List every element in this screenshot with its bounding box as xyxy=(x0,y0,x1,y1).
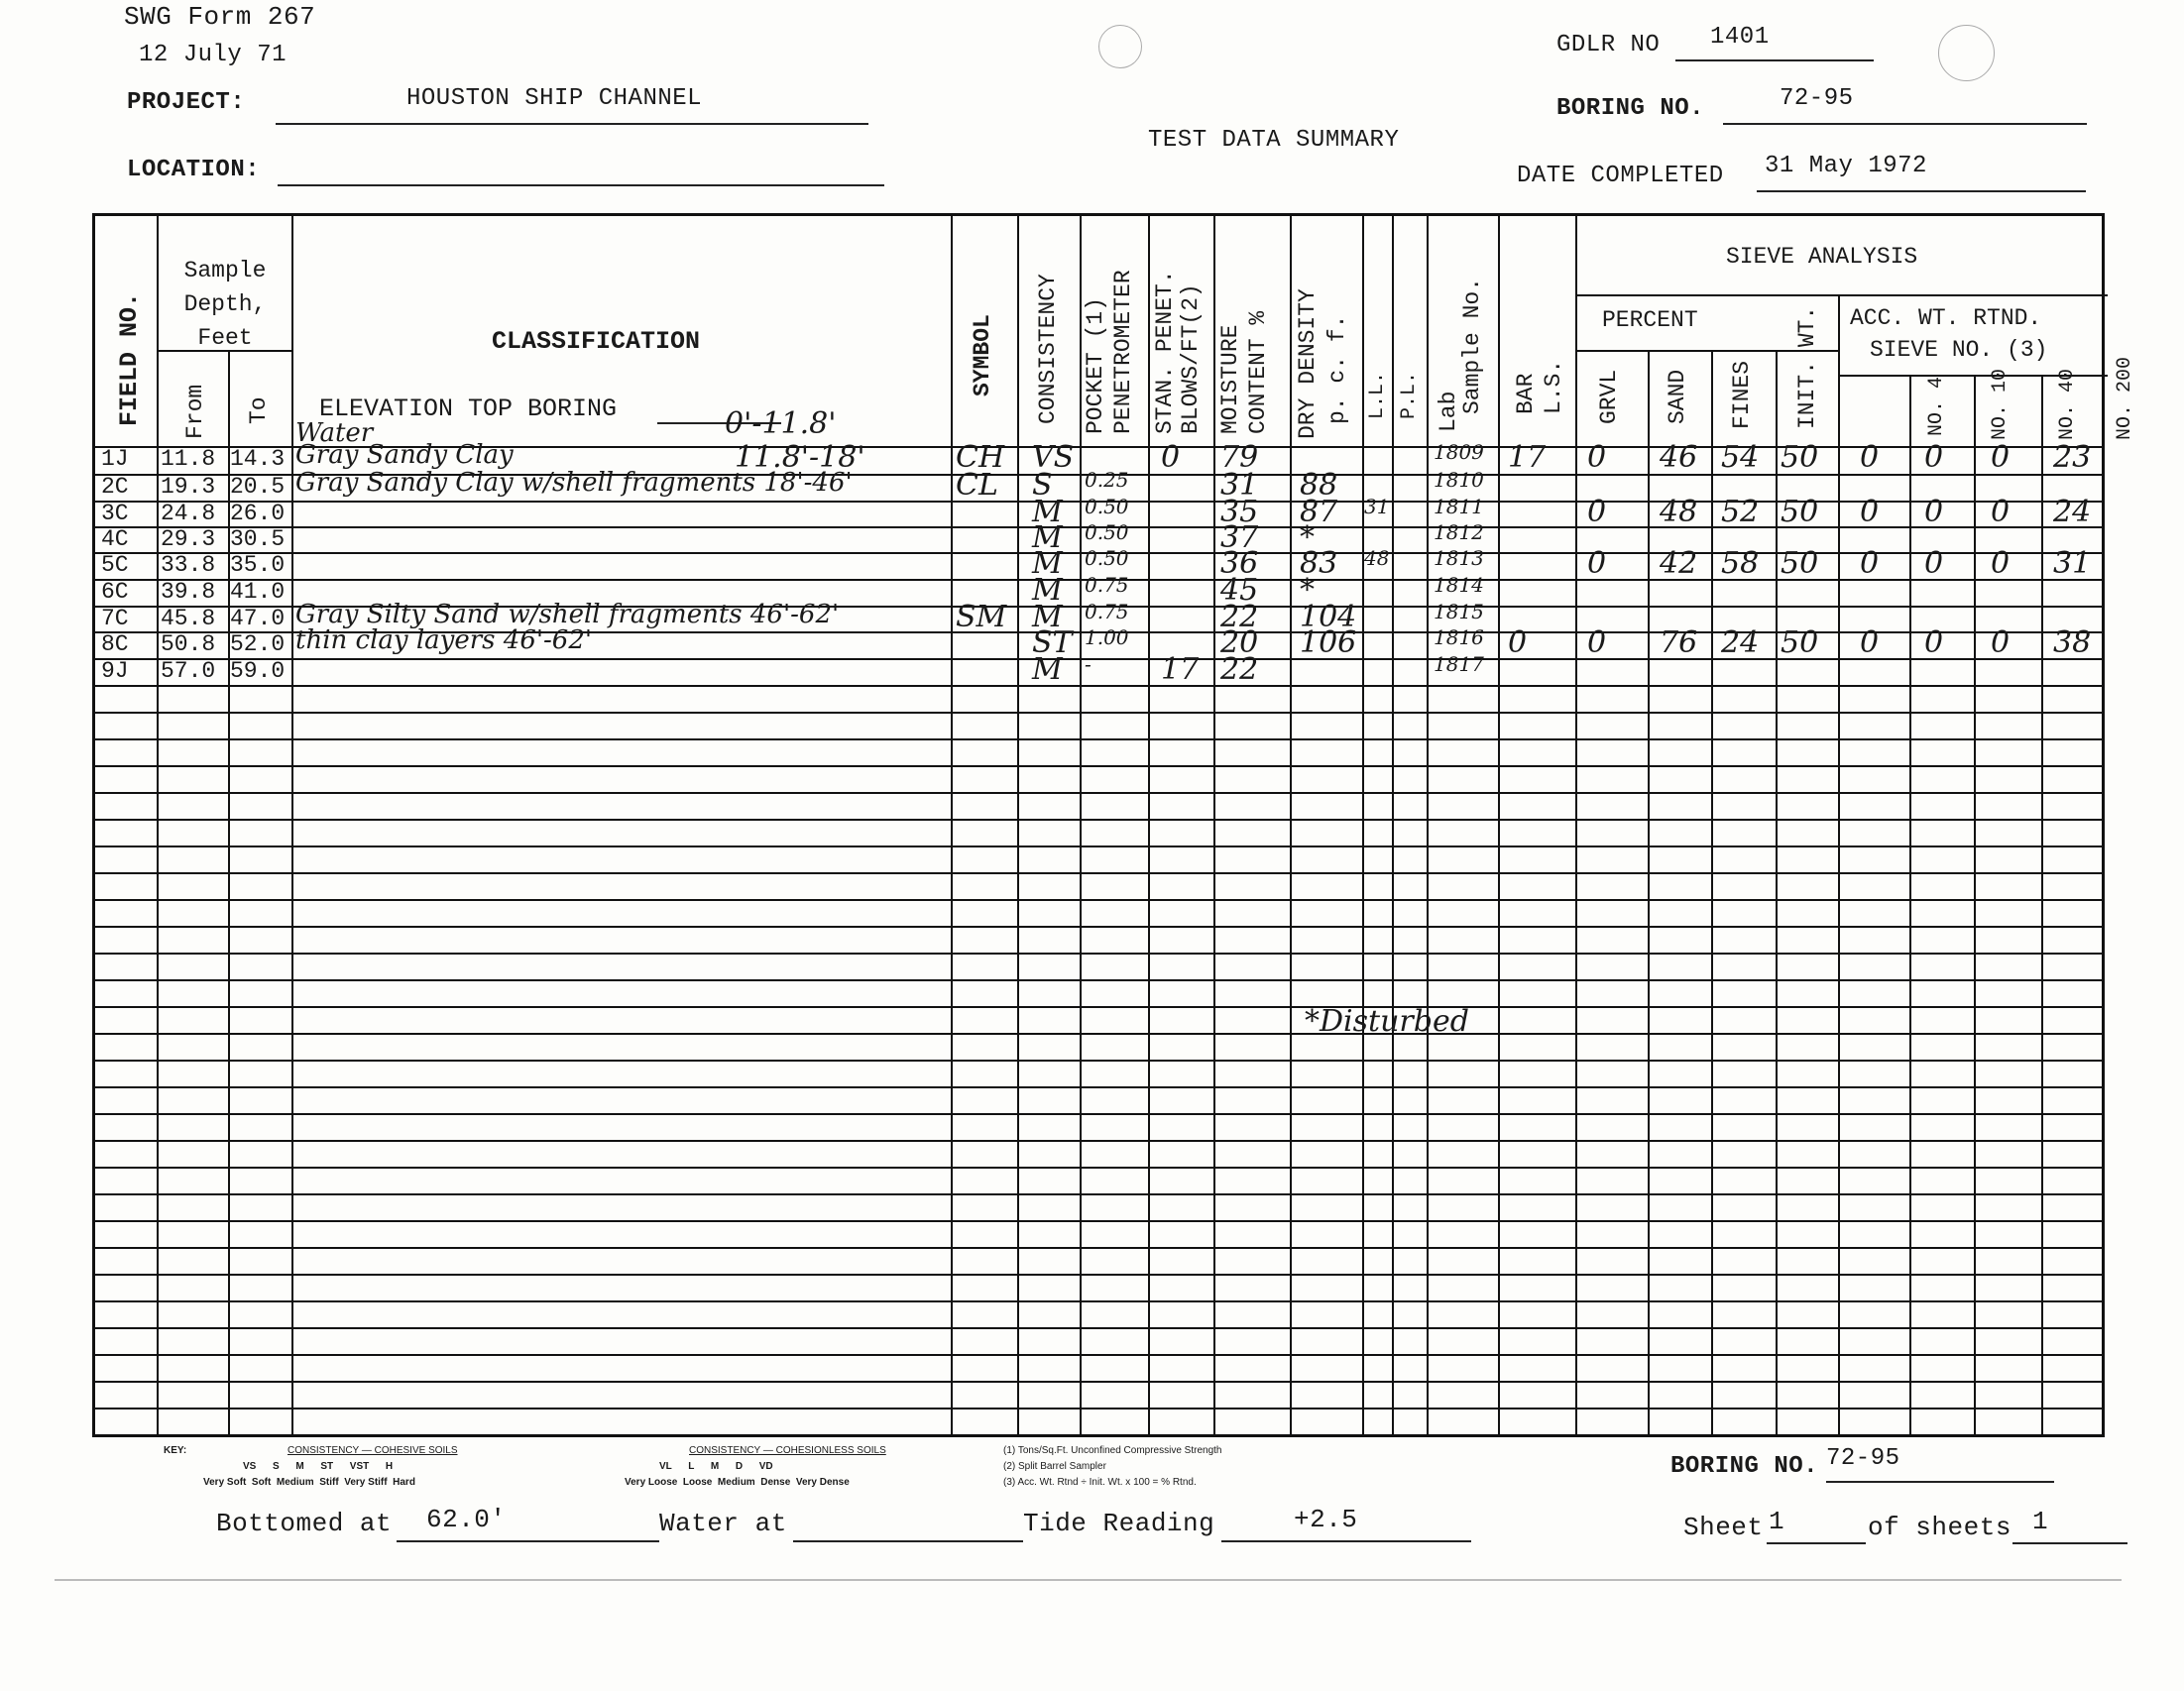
cell-field-no: 9J xyxy=(101,658,129,684)
cell-moisture: 35 xyxy=(1220,495,1259,529)
cell-no40: 0 xyxy=(1991,625,2011,660)
cell-from: 45.8 xyxy=(161,606,216,631)
cell-sand: 76 xyxy=(1660,625,1698,660)
cell-classification: thin clay layers 46'-62' xyxy=(295,625,593,655)
col-stan-2: BLOWS/FT(2) xyxy=(1178,283,1204,434)
date-value: 31 May 1972 xyxy=(1765,153,1927,179)
col-lab-2: Sample No. xyxy=(1459,277,1485,414)
cell-moisture: 31 xyxy=(1220,468,1259,503)
cell-moisture: 22 xyxy=(1220,600,1259,634)
cell-stan: 0 xyxy=(1161,440,1181,475)
cell-to: 26.0 xyxy=(230,501,286,526)
cell-pocket: 1.00 xyxy=(1085,625,1129,649)
cell-no40: 0 xyxy=(1991,546,2011,581)
cell-consistency: M xyxy=(1032,652,1063,687)
cell-fines: 52 xyxy=(1721,495,1760,529)
col-pocket: POCKET (1) xyxy=(1083,296,1108,434)
cell-pocket: 0.50 xyxy=(1085,495,1129,518)
col-bar-2: L.S. xyxy=(1541,359,1566,414)
cell-no4: 0 xyxy=(1860,495,1880,529)
cell-consistency: M xyxy=(1032,520,1063,555)
cell-classification: Gray Sandy Clay xyxy=(295,440,514,470)
cell-no200: 23 xyxy=(2053,440,2092,475)
cell-ll: 48 xyxy=(1364,546,1390,570)
col-acc-wt: ACC. WT. RTND. xyxy=(1850,305,2042,331)
key-cohesive-title: CONSISTENCY — COHESIVE SOILS xyxy=(287,1445,458,1456)
col-lab: Lab xyxy=(1436,391,1461,432)
col-no10: NO. 10 xyxy=(1989,368,2012,440)
cell-sand: 42 xyxy=(1660,546,1698,581)
sheet-label: Sheet xyxy=(1683,1513,1764,1542)
col-classification: CLASSIFICATION xyxy=(492,327,701,356)
cell-to: 35.0 xyxy=(230,552,286,578)
cell-pocket: - xyxy=(1085,652,1092,676)
cell-pocket: 0.75 xyxy=(1085,573,1129,597)
cell-consistency: M xyxy=(1032,546,1063,581)
cell-field-no: 5C xyxy=(101,552,129,578)
page-title: TEST DATA SUMMARY xyxy=(1148,127,1400,154)
cell-sand: 48 xyxy=(1660,495,1698,529)
cell-dry-density: * xyxy=(1300,573,1315,608)
cell-range: 11.8'-18' xyxy=(735,440,865,475)
cell-symbol: CH xyxy=(956,440,1005,475)
cell-pocket: 0.50 xyxy=(1085,546,1129,570)
cell-field-no: 1J xyxy=(101,446,129,472)
cell-field-no: 6C xyxy=(101,579,129,605)
cell-no4: 0 xyxy=(1860,625,1880,660)
boring-label: BORING NO. xyxy=(1556,95,1705,122)
cell-lab-no: 1817 xyxy=(1434,652,1484,676)
form-number: SWG Form 267 xyxy=(124,2,316,32)
cell-no200: 31 xyxy=(2053,546,2092,581)
cell-from: 19.3 xyxy=(161,474,216,500)
location-label: LOCATION: xyxy=(127,157,261,183)
cell-dry-density: * xyxy=(1300,520,1315,555)
cell-no200: 24 xyxy=(2053,495,2092,529)
cell-to: 52.0 xyxy=(230,631,286,657)
cell-dry-density: 106 xyxy=(1300,625,1357,660)
cell-sand: 46 xyxy=(1660,440,1698,475)
col-fines: FINES xyxy=(1729,360,1755,429)
key-cohesive-words: Very Soft Soft Medium Stiff Very Stiff Hard xyxy=(203,1477,415,1488)
col-sieve-analysis: SIEVE ANALYSIS xyxy=(1726,244,1918,270)
cell-consistency: M xyxy=(1032,600,1063,634)
cell-lab-no: 1814 xyxy=(1434,573,1484,597)
col-moisture-2: CONTENT % xyxy=(1245,310,1271,434)
col-no40: NO. 40 xyxy=(2056,368,2079,440)
cell-to: 14.3 xyxy=(230,446,286,472)
cell-consistency: VS xyxy=(1032,440,1075,475)
cell-init-wt: 50 xyxy=(1781,495,1819,529)
cell-from: 24.8 xyxy=(161,501,216,526)
cell-grvl: 0 xyxy=(1587,546,1607,581)
cell-lab-no: 1815 xyxy=(1434,600,1484,623)
col-pocket-2: PENETROMETER xyxy=(1110,270,1136,434)
cell-pocket: 0.75 xyxy=(1085,600,1129,623)
cell-no4: 0 xyxy=(1860,546,1880,581)
cell-from: 11.8 xyxy=(161,446,216,472)
key-note-1: (1) Tons/Sq.Ft. Unconfined Compressive Strength xyxy=(1003,1445,1222,1456)
cell-no200: 38 xyxy=(2053,625,2092,660)
col-no200: NO. 200 xyxy=(2114,356,2136,440)
water-range: 0'-11.8' xyxy=(725,406,837,441)
cell-init-wt: 50 xyxy=(1781,440,1819,475)
cell-fines: 58 xyxy=(1721,546,1760,581)
of-sheets-label: of sheets xyxy=(1868,1513,2012,1542)
cell-lab-no: 1812 xyxy=(1434,520,1484,544)
cell-consistency: S xyxy=(1032,468,1053,503)
cell-moisture: 22 xyxy=(1220,652,1259,687)
col-sieve-no: SIEVE NO. (3) xyxy=(1870,337,2048,363)
cell-moisture: 79 xyxy=(1220,440,1259,475)
col-pl: P.L. xyxy=(1398,371,1421,419)
footer-boring-value: 72-95 xyxy=(1826,1445,1900,1472)
gdlr-label: GDLR NO xyxy=(1556,32,1661,58)
cell-from: 33.8 xyxy=(161,552,216,578)
cell-lab-no: 1809 xyxy=(1434,440,1484,464)
cell-field-no: 8C xyxy=(101,631,129,657)
of-sheets-value: 1 xyxy=(2032,1507,2049,1536)
cell-from: 57.0 xyxy=(161,658,216,684)
cell-symbol: SM xyxy=(956,600,1007,634)
cell-field-no: 3C xyxy=(101,501,129,526)
col-to: To xyxy=(246,396,272,424)
tide-value: +2.5 xyxy=(1294,1505,1358,1534)
footer-boring-label: BORING NO. xyxy=(1670,1453,1819,1480)
key-label: KEY: xyxy=(164,1445,187,1456)
cell-lab-no: 1813 xyxy=(1434,546,1484,570)
cell-field-no: 7C xyxy=(101,606,129,631)
cell-consistency: M xyxy=(1032,495,1063,529)
punch-hole xyxy=(1938,25,1995,81)
elevation-label: ELEVATION TOP BORING xyxy=(319,395,618,423)
cell-no40: 0 xyxy=(1991,440,2011,475)
col-sample-depth: Sample Depth, Feet xyxy=(183,258,267,351)
date-label: DATE COMPLETED xyxy=(1517,163,1724,189)
gdlr-value: 1401 xyxy=(1710,24,1770,51)
sheet-value: 1 xyxy=(1769,1507,1785,1536)
cell-consistency: M xyxy=(1032,573,1063,608)
cell-dry-density: 83 xyxy=(1300,546,1338,581)
cell-field-no: 2C xyxy=(101,474,129,500)
cell-no4: 0 xyxy=(1860,440,1880,475)
punch-hole xyxy=(1098,25,1142,68)
key-cohesionless-title: CONSISTENCY — COHESIONLESS SOILS xyxy=(689,1445,886,1456)
cell-no10: 0 xyxy=(1924,625,1944,660)
cell-fines: 54 xyxy=(1721,440,1760,475)
cell-symbol: CL xyxy=(956,468,998,503)
cell-to: 59.0 xyxy=(230,658,286,684)
cell-init-wt: 50 xyxy=(1781,546,1819,581)
cell-no10: 0 xyxy=(1924,495,1944,529)
key-cohesionless-abbr: VL L M D VD xyxy=(659,1461,773,1472)
cell-to: 47.0 xyxy=(230,606,286,631)
cell-grvl: 0 xyxy=(1587,625,1607,660)
cell-no10: 0 xyxy=(1924,546,1944,581)
col-field-no: FIELD NO. xyxy=(115,291,144,426)
cell-from: 29.3 xyxy=(161,526,216,552)
cell-pocket: 0.25 xyxy=(1085,468,1129,492)
cell-pocket: 0.50 xyxy=(1085,520,1129,544)
form-date: 12 July 71 xyxy=(139,42,287,68)
cell-moisture: 20 xyxy=(1220,625,1259,660)
cell-fines: 24 xyxy=(1721,625,1760,660)
col-no4: NO. 4 xyxy=(1925,376,1948,436)
cell-consistency: ST xyxy=(1032,625,1073,660)
col-grvl: GRVL xyxy=(1596,369,1622,424)
col-dry-density: DRY DENSITY xyxy=(1295,288,1321,439)
water-at-label: Water at xyxy=(659,1509,787,1538)
bottomed-value: 62.0' xyxy=(426,1505,507,1534)
col-ll: L.L. xyxy=(1366,371,1389,419)
key-note-2: (2) Split Barrel Sampler xyxy=(1003,1461,1106,1472)
disturbed-note: *Disturbed xyxy=(1305,1004,1469,1039)
boring-value: 72-95 xyxy=(1780,85,1854,112)
cell-lab-no: 1816 xyxy=(1434,625,1484,649)
cell-bar: 0 xyxy=(1508,625,1528,660)
cell-dry-density: 87 xyxy=(1300,495,1338,529)
cell-no40: 0 xyxy=(1991,495,2011,529)
col-init-wt: INIT. WT. xyxy=(1794,305,1820,429)
col-sand: SAND xyxy=(1665,369,1690,424)
cell-moisture: 37 xyxy=(1220,520,1259,555)
col-from: From xyxy=(182,384,208,439)
cell-init-wt: 50 xyxy=(1781,625,1819,660)
water-note: Water xyxy=(295,418,374,448)
col-moisture: MOISTURE xyxy=(1217,324,1243,434)
project-value: HOUSTON SHIP CHANNEL xyxy=(406,85,703,112)
test-data-table xyxy=(92,213,2136,1437)
cell-classification: Gray Sandy Clay w/shell fragments 18'-46' xyxy=(295,468,853,498)
key-cohesionless-words: Very Loose Loose Medium Dense Very Dense xyxy=(625,1477,850,1488)
cell-grvl: 0 xyxy=(1587,495,1607,529)
cell-stan: 17 xyxy=(1161,652,1200,687)
cell-lab-no: 1810 xyxy=(1434,468,1484,492)
col-dry-density-2: p. c. f. xyxy=(1324,314,1350,424)
bottomed-label: Bottomed at xyxy=(216,1509,393,1538)
col-percent: PERCENT xyxy=(1602,307,1698,333)
cell-ll: 31 xyxy=(1364,495,1390,518)
cell-grvl: 0 xyxy=(1587,440,1607,475)
cell-moisture: 45 xyxy=(1220,573,1259,608)
cell-field-no: 4C xyxy=(101,526,129,552)
key-note-3: (3) Acc. Wt. Rtnd ÷ Init. Wt. x 100 = % Rtnd. xyxy=(1003,1477,1197,1488)
cell-to: 41.0 xyxy=(230,579,286,605)
cell-to: 20.5 xyxy=(230,474,286,500)
cell-moisture: 36 xyxy=(1220,546,1259,581)
tide-label: Tide Reading xyxy=(1023,1509,1215,1538)
cell-dry-density: 104 xyxy=(1300,600,1357,634)
cell-bar: 17 xyxy=(1508,440,1547,475)
cell-from: 50.8 xyxy=(161,631,216,657)
col-stan: STAN. PENET. xyxy=(1152,270,1178,434)
cell-from: 39.8 xyxy=(161,579,216,605)
col-consistency: CONSISTENCY xyxy=(1035,274,1061,424)
key-cohesive-abbr: VS S M ST VST H xyxy=(243,1461,394,1472)
col-bar: BAR xyxy=(1513,373,1539,414)
cell-no10: 0 xyxy=(1924,440,1944,475)
cell-to: 30.5 xyxy=(230,526,286,552)
cell-classification: Gray Silty Sand w/shell fragments 46'-62' xyxy=(295,600,840,629)
project-label: PROJECT: xyxy=(127,89,246,116)
cell-lab-no: 1811 xyxy=(1434,495,1484,518)
col-symbol: SYMBOL xyxy=(970,314,995,396)
cell-dry-density: 88 xyxy=(1300,468,1338,503)
